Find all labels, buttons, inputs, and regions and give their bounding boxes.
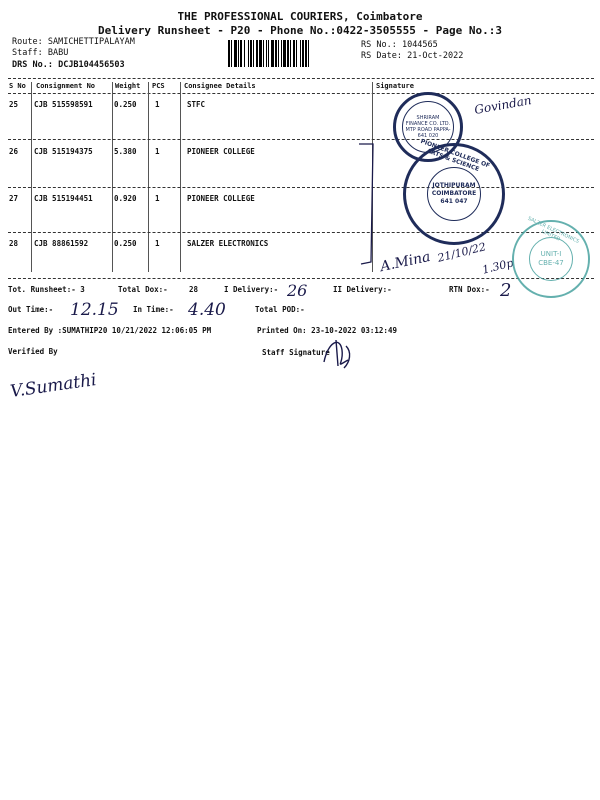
pioneer-college-stamp	[403, 137, 505, 245]
drs-label: DRS No.:	[12, 60, 53, 70]
staff-signature: Staff Signature	[262, 348, 330, 357]
out-time-label: Out Time:-	[8, 305, 54, 314]
barcode	[228, 40, 354, 67]
printed-on: Printed On: 23-10-2022 03:12:49	[257, 326, 397, 335]
handwritten-row28-date: 21/10/22	[436, 240, 488, 265]
route-value: SAMICHETTIPALAYAM	[47, 37, 135, 47]
handwritten-row28-time: 1.30p	[480, 256, 515, 277]
rs-date-label: RS Date:	[361, 51, 402, 61]
col-divider	[148, 82, 149, 272]
salzer-stamp-outer-text: SALZER ELECTRONICS LIMITED	[526, 215, 580, 245]
handwritten-row25-signature: Govindan	[473, 93, 533, 117]
row-rule	[8, 232, 594, 233]
total-dox-value: 28	[189, 285, 199, 294]
col-header-consignment: Consignment No	[36, 82, 96, 90]
route-label: Route:	[12, 37, 43, 47]
stfc-stamp-text: SHRIRAM FINANCE CO. LTD. MTP ROAD PAPPA-641 020	[402, 101, 454, 153]
cell-consignment: CJB 515194375	[34, 147, 93, 156]
verified-by: Verified By	[8, 347, 58, 356]
rs-date-line	[361, 51, 463, 61]
cell-pcs: 1	[155, 239, 160, 248]
rs-no-line	[361, 40, 438, 50]
document-subtitle: Delivery Runsheet - P20 - Phone No.:0422-3505555 - Page No.:3	[98, 24, 502, 37]
cell-sno: 28	[9, 239, 19, 248]
cell-consignee: SALZER ELECTRONICS	[187, 239, 269, 248]
cell-weight: 5.380	[114, 147, 137, 156]
salzer-stamp-inner-text: UNIT-I CBE-47	[529, 237, 573, 281]
pioneer-stamp-outer-text: PIONEER COLLEGE OF ARTS & SCIENCE	[419, 137, 491, 174]
cell-sno: 25	[9, 100, 19, 109]
cell-consignee: STFC	[187, 100, 206, 109]
cell-pcs: 1	[155, 147, 160, 156]
salzer-stamp	[512, 215, 590, 298]
cell-consignment: CJB 515194451	[34, 194, 93, 203]
cell-consignee: PIONEER COLLEGE	[187, 194, 255, 203]
pioneer-stamp-inner-text: JOTHIPURAM COIMBATORE 641 047	[427, 167, 481, 221]
route-line	[12, 37, 135, 47]
staff-line	[12, 48, 68, 58]
table-bottom-rule	[8, 278, 594, 279]
entered-by: Entered By :SUMATHIP20 10/21/2022 12:06:05 PM	[8, 326, 212, 335]
rs-no-value: 1044565	[401, 40, 438, 50]
rs-date-value: 21-Oct-2022	[407, 51, 464, 61]
document-title: THE PROFESSIONAL COURIERS, Coimbatore	[177, 10, 423, 23]
total-pod-label: Total POD:-	[255, 305, 305, 314]
cell-sno: 27	[9, 194, 19, 203]
table-header-rule	[8, 93, 594, 94]
col-divider	[112, 82, 113, 272]
drs-value: DCJB104456503	[58, 60, 125, 70]
table-top-rule	[8, 78, 594, 79]
cell-weight: 0.250	[114, 100, 137, 109]
cell-consignment: CJB 88861592	[34, 239, 89, 248]
col-header-signature: Signature	[376, 82, 414, 90]
cell-pcs: 1	[155, 194, 160, 203]
in-time-label: In Time:-	[133, 305, 174, 314]
col-header-consignee: Consignee Details	[184, 82, 256, 90]
row-rule	[8, 139, 594, 140]
cell-pcs: 1	[155, 100, 160, 109]
handwritten-in-time: 4.40	[188, 300, 226, 320]
cell-weight: 0.250	[114, 239, 137, 248]
handwritten-verifier-signature: V.Sumathi	[9, 370, 98, 402]
handwritten-i-delivery: 26	[287, 281, 308, 300]
barcode-stripe	[309, 40, 311, 67]
handwritten-row28-name: A.Mina	[378, 248, 432, 276]
cell-consignment: CJB 515598591	[34, 100, 93, 109]
staff-signature-scribble	[318, 332, 358, 372]
rtn-dox-label: RTN Dox:-	[449, 285, 490, 294]
i-delivery-label: I Delivery:-	[224, 285, 279, 294]
col-divider	[31, 82, 32, 272]
handwritten-out-time: 12.15	[70, 300, 119, 320]
staff-value: BABU	[47, 48, 69, 58]
col-header-weight: Weight	[115, 82, 141, 90]
col-header-sno: S No	[9, 82, 26, 90]
hand-drawn-bracket	[355, 140, 385, 270]
tot-runsheet: Tot. Runsheet:- 3	[8, 285, 85, 294]
handwritten-rtn-dox: 2	[500, 280, 512, 301]
staff-label: Staff:	[12, 48, 43, 58]
row-rule	[8, 187, 594, 188]
col-divider	[180, 82, 181, 272]
drs-line	[12, 60, 125, 70]
total-dox-label: Total Dox:-	[118, 285, 168, 294]
ii-delivery-label: II Delivery:-	[333, 285, 392, 294]
cell-weight: 0.920	[114, 194, 137, 203]
col-header-pcs: PCS	[152, 82, 165, 90]
rs-no-label: RS No.:	[361, 40, 397, 50]
cell-consignee: PIONEER COLLEGE	[187, 147, 255, 156]
cell-sno: 26	[9, 147, 19, 156]
